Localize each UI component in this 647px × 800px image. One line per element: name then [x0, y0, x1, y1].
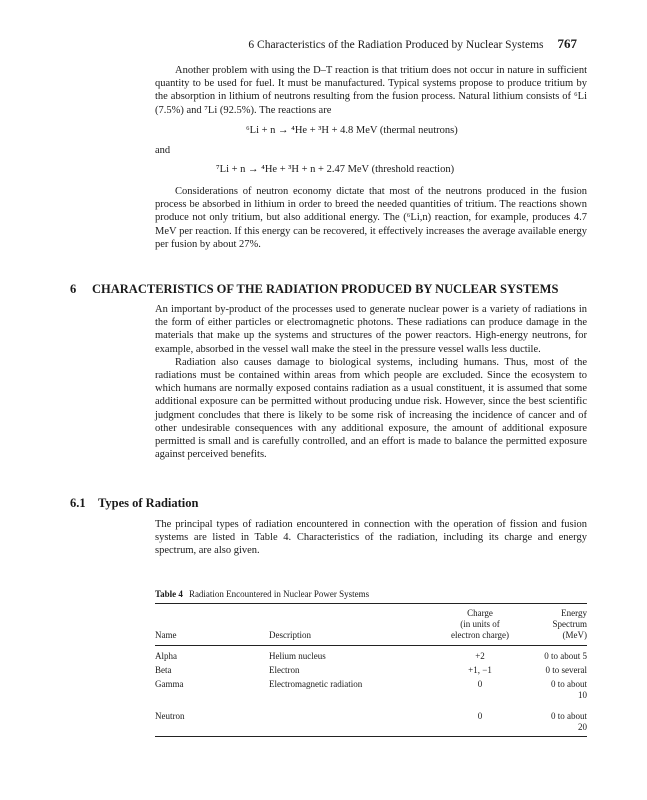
- table-4-caption-text: Radiation Encountered in Nuclear Power Systems: [188, 589, 370, 599]
- section-6-1-paragraph: The principal types of radiation encountered in connection with the operation of fission and fusion systems are listed in Table 4. Characteristics of the radiation, including its charge and energy spectrum, are also given.: [155, 519, 587, 557]
- header-energy-line-2: Spectrum: [552, 619, 587, 629]
- cell-energy: 0 to about 20: [541, 703, 587, 737]
- section-6-1-heading: [70, 496, 198, 511]
- cell-energy: 0 to several: [545, 665, 587, 675]
- header-charge-line-1: Charge: [467, 608, 493, 618]
- header-charge: [419, 604, 541, 646]
- and-connector: and: [155, 145, 171, 156]
- section-6-number: 6: [70, 282, 77, 296]
- radiation-table: [155, 603, 587, 737]
- intro-paragraph-2: Considerations of neutron economy dictate that most of the neutrons produced in the fusion process be absorbed in lithium in order to breed the needed quantities of tritium. The reactions shown produce not only tritium, but also additional energy. The (⁶Li,n) reaction, for example, produces 4.7 MeV per reaction. If this energy can be recovered, it effectively increases the average available energy per fusion by about 27%.: [155, 186, 587, 250]
- table-header-row: [155, 604, 587, 646]
- cell-description: Helium nucleus: [269, 651, 326, 661]
- reaction-equation-2: ⁷Li + n → ⁴He + ³H + n + 2.47 MeV (threshold reaction): [216, 164, 455, 175]
- header-energy-line-3: (MeV): [562, 630, 587, 640]
- header-name: Name: [155, 604, 245, 646]
- cell-energy: 0 to about 10: [551, 679, 587, 700]
- cell-name: Alpha: [155, 651, 177, 661]
- header-charge-line-3: electron charge): [450, 630, 510, 640]
- cell-name: Beta: [155, 665, 172, 675]
- cell-charge: +2: [475, 651, 485, 661]
- cell-energy: 0 to about 5: [544, 651, 587, 661]
- reaction-equation-1: ⁶Li + n → ⁴He + ³H + 4.8 MeV (thermal neutrons): [246, 125, 458, 136]
- table-row: [155, 678, 587, 703]
- section-6-heading: [70, 282, 558, 297]
- section-6-paragraph-1: An important by-product of the processes used to generate nuclear power is a variety of radiations in the form of either particles or electromagnetic photons. These radiations can produce damage in the materials that make up the systems and structures of the power reactors. High-energy neutrons, for example, absorbed in the vessel wall make the steel in the pressure vessel walls less ductile.: [155, 304, 587, 355]
- running-title: 6 Characteristics of the Radiation Produced by Nuclear Systems: [248, 39, 544, 51]
- cell-name: Neutron: [155, 703, 245, 737]
- header-energy-line-1: Energy: [561, 608, 587, 618]
- running-header: [244, 36, 577, 52]
- table-row: [155, 646, 587, 665]
- section-6-1-number: 6.1: [70, 496, 86, 510]
- cell-charge: 0: [477, 679, 483, 689]
- cell-description: [245, 703, 419, 737]
- header-charge-line-2: (in units of: [460, 619, 500, 629]
- intro-paragraph-1: Another problem with using the D–T reaction is that tritium does not occur in nature in sufficient quantity to be used for fuel. It must be manufactured. Typical systems propose to produce tritium by the absorption in lithium of neutrons resulting from the fusion process. Natural lithium consists of ⁶Li (7.5%) and ⁷Li (92.5%). The reactions are: [155, 65, 587, 116]
- header-energy: [541, 604, 587, 646]
- cell-charge: 0: [419, 703, 541, 737]
- section-6-1-body: [155, 518, 587, 558]
- cell-charge: +1, −1: [468, 665, 492, 675]
- section-6-title: CHARACTERISTICS OF THE RADIATION PRODUCED BY NUCLEAR SYSTEMS: [92, 282, 559, 296]
- table-row: [155, 703, 587, 737]
- intro-paragraph-1-block: [155, 64, 587, 117]
- table-4-label: Table 4: [155, 589, 183, 599]
- cell-name: Gamma: [155, 679, 184, 689]
- table-row: [155, 664, 587, 678]
- header-description: Description: [245, 604, 419, 646]
- cell-description: Electromagnetic radiation: [269, 679, 363, 689]
- intro-paragraph-2-block: [155, 185, 587, 251]
- page-number: 767: [557, 36, 577, 51]
- table-4-caption: [155, 589, 369, 599]
- section-6-1-title: Types of Radiation: [98, 496, 199, 510]
- cell-description: Electron: [269, 665, 300, 675]
- section-6-body: [155, 303, 587, 461]
- section-6-paragraph-2: Radiation also causes damage to biological systems, including humans. Thus, most of the radiations must be contained within areas from which people are excluded. Since the ecosystem to which humans are normally exposed contains radiation as a usual constituent, it is assumed that some additional exposure can be permitted without producing undue risk. However, since the best scientific judgment concludes that there is likely to be some risk of increasing the incidence of cancer and of other undesirable consequences with any additional exposure, the amount of additional exposure permitted is small and is carefully controlled, and an effort is made to balance the permitted exposure against perceived benefits.: [155, 356, 587, 461]
